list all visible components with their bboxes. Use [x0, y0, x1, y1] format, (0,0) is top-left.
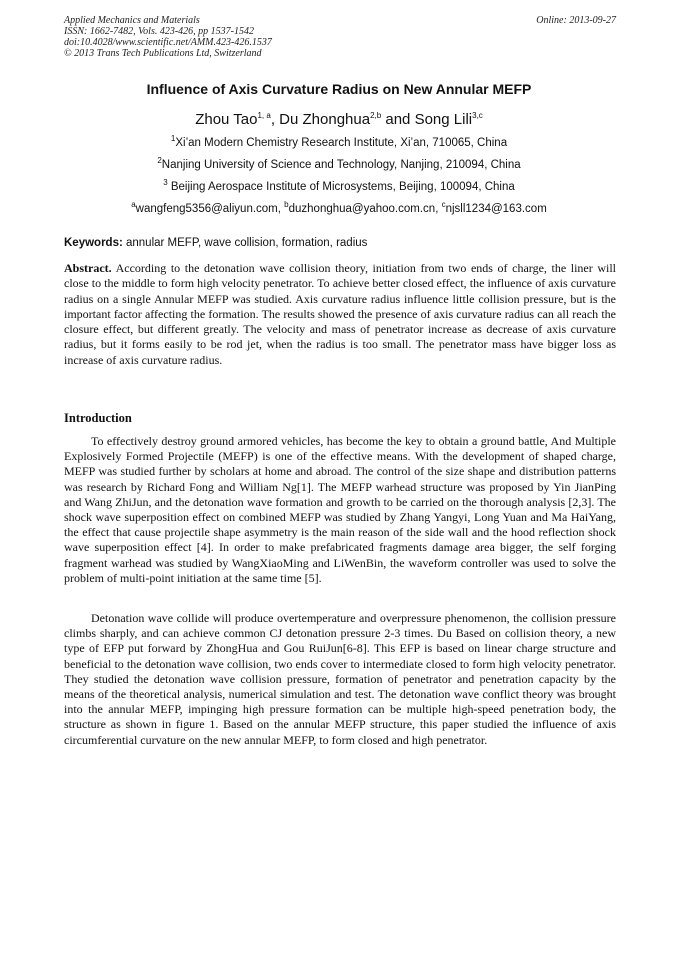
introduction-heading: Introduction: [64, 411, 132, 425]
email-line: [0, 200, 678, 215]
keywords-text: annular MEFP, wave collision, formation, radius: [122, 237, 368, 249]
affiliation-superscript: 1: [170, 134, 176, 144]
affiliation-text: Beijing Aerospace Institute of Microsystems, Beijing, 100094, China: [167, 181, 515, 193]
author-name: Song Lili: [414, 111, 473, 128]
author-separator: ,: [270, 111, 280, 128]
email-superscript: a: [131, 200, 136, 210]
affiliation-text: Xi’an Modern Chemistry Research Institute, Xi’an, 710065, China: [175, 137, 508, 149]
introduction-paragraph-1: To effectively destroy ground armored vehicles, has become the key to obtain a ground battle, And Multiple Explosively Formed Projectile (MEFP) is one of the effective means. With the development of shaped charge, MEFP was studied further by scholars at home and abroad. The control of the size shape and distribution patterns was research by Richard Fong and William Ng[1]. The MEFP warhead structure was proposed by Yin JianPing and Wang ZhiJun, and the detonation wave formation and growth to be carried on the thorough analysis [2,3]. The shock wave superposition effect on combined MEFP was studied by Zhang Yangyi, Long Yuan and Ma HaiYang, the effect that cause projectile shape asymmetry is the main reason of the side wall and the hood reflection shock wave superposition effect [4]. In order to make prefabricated fragments damage area bigger, the self forging fragment warhead was studied by WangXiaoMing and LiWenBin, the waveform controller was used to solve the problem of multi-point initiation at the same time [5].: [64, 434, 616, 585]
author-superscript: 3,c: [472, 111, 483, 120]
affiliation-text: Nanjing University of Science and Technology, Nanjing, 210094, China: [161, 159, 521, 171]
email-address: duzhonghua@yahoo.com.cn,: [288, 203, 442, 215]
affiliation-2: [0, 156, 678, 171]
journal-header: [64, 15, 616, 59]
affiliation-1: [0, 134, 678, 149]
author-separator: and: [381, 111, 415, 128]
affiliation-superscript: 3: [163, 178, 168, 188]
abstract-label: Abstract.: [64, 261, 112, 275]
affiliation-superscript: 2: [157, 156, 162, 166]
doi-line: doi:10.4028/www.scientific.net/AMM.423-426.1537: [64, 37, 272, 48]
author-name: Du Zhonghua: [279, 111, 371, 128]
keywords-line: [64, 237, 616, 249]
author-superscript: 2,b: [370, 111, 382, 120]
author-line: [0, 111, 678, 128]
online-date: Online: 2013-09-27: [536, 15, 616, 26]
author-superscript: 1, a: [257, 111, 271, 120]
journal-name: Applied Mechanics and Materials: [64, 15, 200, 26]
email-address: njsll1234@163.com: [445, 203, 547, 215]
email-address: wangfeng5356@aliyun.com,: [135, 203, 285, 215]
keywords-label: Keywords:: [64, 237, 123, 249]
abstract-text: According to the detonation wave collision theory, initiation from two ends of charge, the liner will close to the middle to form high velocity penetrator. To achieve better closed effect, the influence of axis curvature radius on a single Annular MEFP was studied. Axis curvature radius influence little collision pressure, but is the important factor affecting the formation. The results showed the presence of axis curvature radius can all reach the closure effect, but different greatly. The velocity and mass of penetrator increase as decrease of axis curvature radius, but it forms easily to be rod jet, when the radius is too small. The penetrator mass have bigger loss as increase of axis curvature radius.: [64, 261, 616, 367]
copyright-line: © 2013 Trans Tech Publications Ltd, Switzerland: [64, 48, 262, 59]
affiliation-3: [0, 178, 678, 193]
email-superscript: c: [441, 200, 446, 210]
issn-line: ISSN: 1662-7482, Vols. 423-426, pp 1537-1542: [64, 26, 254, 37]
email-superscript: b: [284, 200, 289, 210]
paper-title: Influence of Axis Curvature Radius on New Annular MEFP: [146, 81, 532, 97]
author-name: Zhou Tao: [195, 111, 258, 128]
introduction-paragraph-2: Detonation wave collide will produce overtemperature and overpressure phenomenon, the collision pressure climbs sharply, and can achieve common CJ detonation pressure 2-3 times. Du Based on collision theory, a new type of EFP put forward by ZhongHua and Gou RuiJun[6-8]. This EFP is based on linear charge structure and beneficial to the detonation wave collision, two ends cover to intermediate closed to form high velocity penetrator. They studied the detonation wave collision pressure, formation of penetrator and penetration capacity by the means of the theoretical analysis, numerical simulation and test. The detonation wave conflict theory was brought into the annular MEFP, impinging high pressure formation can be multiple high-speed penetration body, the structure as shown in figure 1. Based on the annular MEFP structure, this paper studied the influence of axis circumferential curvature on the new annular MEFP, to form closed and high penetrator.: [64, 611, 616, 747]
abstract-paragraph: [64, 261, 616, 368]
